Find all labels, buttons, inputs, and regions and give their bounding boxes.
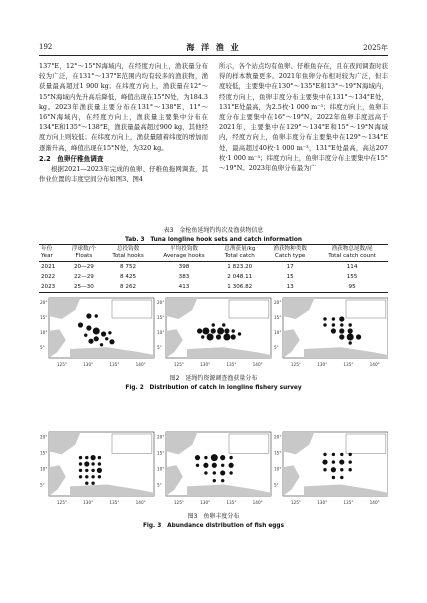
x-tick-label: 130° [317, 362, 328, 367]
data-bubble [207, 334, 214, 341]
data-bubble [216, 334, 221, 339]
y-tick-label: 20° [274, 434, 282, 440]
x-tick-label: 135° [109, 500, 120, 505]
data-bubble [109, 339, 114, 344]
data-bubble [339, 328, 344, 333]
y-tick-label: 15° [157, 450, 165, 456]
data-bubble [195, 455, 200, 460]
table-cell: 2 048.11 [227, 274, 253, 280]
data-bubble [196, 464, 199, 467]
col-header: 总渔获量/kg Total catch [215, 245, 264, 262]
data-bubble [231, 334, 236, 339]
data-bubble [91, 469, 94, 472]
x-tick-label: 125° [56, 362, 67, 367]
y-tick-label: 15° [40, 450, 48, 456]
x-tick-label: 140° [252, 362, 263, 367]
col-header: 渔获物总尾数/尾 Total catch count [316, 245, 388, 262]
data-bubble [232, 329, 235, 332]
data-bubble [221, 464, 224, 467]
table-cell: 22—29 [73, 274, 94, 280]
data-bubble [85, 482, 88, 485]
data-bubble [204, 471, 207, 474]
data-bubble [213, 479, 216, 482]
y-tick-label: 5° [274, 345, 279, 350]
data-bubble [323, 453, 326, 456]
table-cell: 398 [178, 264, 190, 270]
data-bubble [222, 323, 225, 326]
table-cell: 2023 [39, 282, 64, 293]
data-bubble [349, 453, 352, 456]
x-tick-label: 140° [252, 500, 263, 505]
data-bubble [340, 453, 343, 456]
issue-year: 2025年 [363, 44, 388, 52]
col-header: 平均投钩数 Average hooks [153, 245, 216, 262]
x-tick-label: 135° [226, 362, 237, 367]
data-bubble [91, 482, 94, 485]
figure-caption-cn: 图2 延绳钓资源调查渔获量分布 [169, 375, 258, 382]
data-bubble [213, 471, 216, 474]
data-bubble [349, 460, 352, 463]
data-bubble [340, 468, 343, 471]
table-catch-info [39, 244, 388, 293]
data-bubble [93, 328, 100, 335]
table-cell: 17 [286, 264, 294, 270]
data-bubble [108, 331, 111, 334]
y-tick-label: 5° [274, 482, 279, 488]
data-bubble [229, 471, 232, 474]
legend-box [346, 300, 386, 318]
data-bubble [79, 469, 82, 472]
legend-box [229, 300, 269, 318]
data-bubble [86, 313, 91, 318]
section-heading: 2.2 鱼卵仔稚鱼调查 [39, 154, 104, 163]
data-bubble [347, 334, 354, 341]
x-tick-label: 125° [56, 500, 67, 505]
table-cell: 383 [178, 274, 190, 280]
table-cell: 8 752 [120, 264, 137, 270]
data-bubble [97, 468, 102, 473]
y-tick-label: 10° [40, 466, 48, 472]
data-bubble [229, 456, 232, 459]
data-bubble [212, 323, 215, 326]
figure-caption-en: Fig. 3 Abundance distribution of fish eggs [142, 523, 285, 529]
x-tick-label: 130° [83, 500, 94, 505]
table-cell: 1 306.82 [215, 282, 264, 293]
data-bubble [202, 328, 209, 335]
x-tick-label: 125° [290, 362, 301, 367]
x-tick-label: 130° [317, 500, 328, 505]
table-header-row [39, 245, 388, 262]
data-bubble [98, 456, 101, 459]
y-tick-label: 5° [40, 345, 45, 350]
x-tick-label: 140° [369, 362, 380, 367]
y-tick-label: 15° [40, 315, 48, 320]
data-bubble [348, 328, 353, 333]
data-bubble [85, 456, 88, 459]
y-tick-label: 20° [40, 434, 48, 440]
paragraph: 137°E，12°～15°N海域内，在经度方向上，渔获量分布较为广泛，在131°～137°E范围内均有较多的渔获物，渔获量最高超过1 900 kg；在纬度方向上，渔获量在12°～15°N海域内先升高后降低，峰值出现在15°N处，为184.3 kg。2023年渔获量主要分布在131°～138°E，11°～16°N海域内，在经度方向上，渔获量主要集中分布在134°E和135°～138°E，渔获量最高超过900 kg，其他经度方向上则较低；在纬度方向上，渔获量随着纬度的增加而逐渐升高，峰值出现在15°N处，为320 kg。 [39, 62, 208, 152]
data-bubble [98, 475, 101, 478]
data-bubble [339, 334, 344, 339]
data-bubble [332, 323, 335, 326]
table-cell: 15 [286, 274, 294, 280]
data-bubble [220, 455, 225, 460]
data-bubble [201, 335, 204, 338]
data-bubble [220, 470, 225, 475]
data-bubble [79, 462, 82, 465]
data-bubble [340, 323, 343, 326]
legend-box [112, 300, 152, 318]
table-cell: 114 [346, 264, 358, 270]
data-bubble [217, 328, 224, 335]
table-cell: 8 425 [120, 274, 137, 280]
x-tick-label: 130° [83, 362, 94, 367]
data-bubble [224, 328, 229, 333]
data-bubble [211, 328, 216, 333]
page-number: 192 [39, 43, 53, 51]
figure-caption-en: Fig. 2 Distribution of catch in longline fishery survey [125, 385, 302, 391]
x-tick-label: 130° [200, 362, 211, 367]
running-header [39, 41, 388, 56]
data-bubble [349, 341, 352, 344]
data-bubble [91, 455, 96, 460]
right-column [219, 61, 388, 173]
data-bubble [332, 453, 335, 456]
data-bubble [91, 475, 94, 478]
table-cell: 155 [346, 274, 358, 280]
data-bubble [98, 462, 101, 465]
y-tick-label: 5° [40, 482, 45, 488]
table-cell: 8 262 [104, 282, 153, 293]
data-bubble [339, 316, 344, 321]
data-bubble [229, 463, 234, 468]
table-cell: 413 [153, 282, 216, 293]
map-panel [274, 298, 388, 367]
data-bubble [323, 317, 326, 320]
figure-caption-cn: 图3 鱼卵丰度分布 [187, 513, 240, 520]
data-bubble [94, 336, 99, 341]
data-bubble [79, 475, 82, 478]
data-bubble [204, 456, 207, 459]
col-header: 渔获物种类数 Catch type [264, 245, 316, 262]
table-caption-en: Tab. 3 Tuna longline hook sets and catch information [125, 237, 302, 243]
map-panel [274, 432, 388, 505]
data-bubble [221, 479, 224, 482]
y-tick-label: 10° [274, 466, 282, 472]
data-bubble [322, 459, 327, 464]
table-cell: 2022 [41, 274, 56, 280]
x-tick-label: 135° [109, 362, 120, 367]
data-bubble [332, 460, 335, 463]
y-tick-label: 20° [274, 300, 282, 305]
data-bubble [78, 322, 83, 327]
table-cell: 95 [316, 282, 388, 293]
col-header: 年份 Year [39, 245, 64, 262]
data-bubble [340, 476, 343, 479]
y-tick-label: 20° [157, 300, 165, 305]
data-bubble [100, 343, 103, 346]
data-bubble [79, 456, 82, 459]
data-bubble [101, 331, 106, 336]
data-bubble [88, 339, 93, 344]
data-bubble [203, 463, 208, 468]
y-tick-label: 5° [157, 345, 162, 350]
data-bubble [332, 476, 335, 479]
x-tick-label: 125° [173, 362, 184, 367]
map-panel [157, 432, 271, 505]
col-header: 浮球数/个 Floats [64, 245, 103, 262]
y-tick-label: 15° [274, 450, 282, 456]
data-bubble [349, 323, 352, 326]
paragraph: 所示，各个站点均有鱼卵、仔稚鱼存在，且在夜间调查时获得的样本数量更多。2021年鱼卵分布相对较为广泛，但丰度较低，主要集中在130°～135°E和13°～19°N海域内，经度方向上，鱼卵丰度分布主要集中在131°～134°E处，131°E处最高，为2.5枚·1 000 m⁻³；纬度方向上，鱼卵丰度分布主要集中在16°～19°N。2022年鱼卵丰度远高于2021年，主要集中在129°～134°E和15°～19°N海域内，经度方向上，鱼卵丰度分布主要集中在129°～134°E处，最高超过40枚·1 000 m⁻³，131°E处最高，高达207枚·1 000 m⁻³；纬度方向上，鱼卵丰度分布主要集中在15°～19°N。2023年鱼卵分布最为广 [219, 62, 388, 173]
legend-box [346, 434, 386, 453]
col-header: 总投钩数 Total hooks [104, 245, 153, 262]
y-tick-label: 10° [157, 466, 165, 472]
data-bubble [323, 323, 326, 326]
data-bubble [91, 462, 94, 465]
map-panel [40, 432, 154, 505]
table-row [39, 262, 388, 273]
table-cell: 13 [264, 282, 316, 293]
data-bubble [95, 314, 98, 317]
table-cell: 1 823.20 [227, 264, 253, 270]
data-bubble [331, 328, 336, 333]
y-tick-label: 15° [157, 315, 165, 320]
paragraph: 根据2021—2023年完成的鱼卵、仔稚鱼拖网调查，其作业位置的丰度空间分布如图3、图4 [39, 165, 208, 184]
y-tick-label: 20° [40, 300, 48, 305]
data-bubble [331, 467, 336, 472]
x-tick-label: 140° [369, 500, 380, 505]
y-tick-label: 15° [274, 315, 282, 320]
journal-title: 海 洋 渔 业 [186, 42, 241, 52]
y-tick-label: 20° [157, 434, 165, 440]
x-tick-label: 135° [343, 500, 354, 505]
map-panel [157, 298, 271, 367]
x-tick-label: 140° [135, 362, 146, 367]
x-tick-label: 125° [173, 500, 184, 505]
data-bubble [238, 332, 241, 335]
table-cell: 25—30 [64, 282, 103, 293]
y-tick-label: 10° [274, 330, 282, 335]
table-cell: 20—29 [73, 264, 94, 270]
table-row [39, 282, 388, 293]
data-bubble [84, 461, 89, 466]
left-column [39, 61, 208, 184]
x-tick-label: 130° [200, 500, 211, 505]
map-panel [40, 298, 154, 367]
data-bubble [85, 475, 88, 478]
data-bubble [339, 459, 344, 464]
figure-3-maps [39, 430, 388, 508]
data-bubble [84, 334, 87, 337]
data-bubble [223, 334, 230, 341]
data-bubble [105, 337, 108, 340]
x-tick-label: 125° [290, 500, 301, 505]
data-bubble [332, 317, 335, 320]
y-tick-label: 10° [40, 330, 48, 335]
x-tick-label: 135° [226, 500, 237, 505]
table-cell: 2021 [41, 264, 56, 270]
data-bubble [197, 328, 202, 333]
y-tick-label: 5° [157, 482, 162, 488]
figure-2-maps [39, 296, 388, 370]
data-bubble [356, 334, 361, 339]
table-caption-cn: 表3 金枪鱼延绳钓钩次及渔获物信息 [163, 227, 264, 234]
data-bubble [211, 454, 218, 461]
legend-box [229, 434, 269, 453]
data-bubble [349, 468, 352, 471]
data-bubble [86, 325, 91, 330]
x-tick-label: 140° [135, 500, 146, 505]
y-tick-label: 10° [157, 330, 165, 335]
legend-box [112, 434, 152, 453]
x-tick-label: 135° [343, 362, 354, 367]
data-bubble [212, 463, 217, 468]
data-bubble [85, 469, 88, 472]
data-bubble [323, 468, 326, 471]
table-row [39, 272, 388, 282]
